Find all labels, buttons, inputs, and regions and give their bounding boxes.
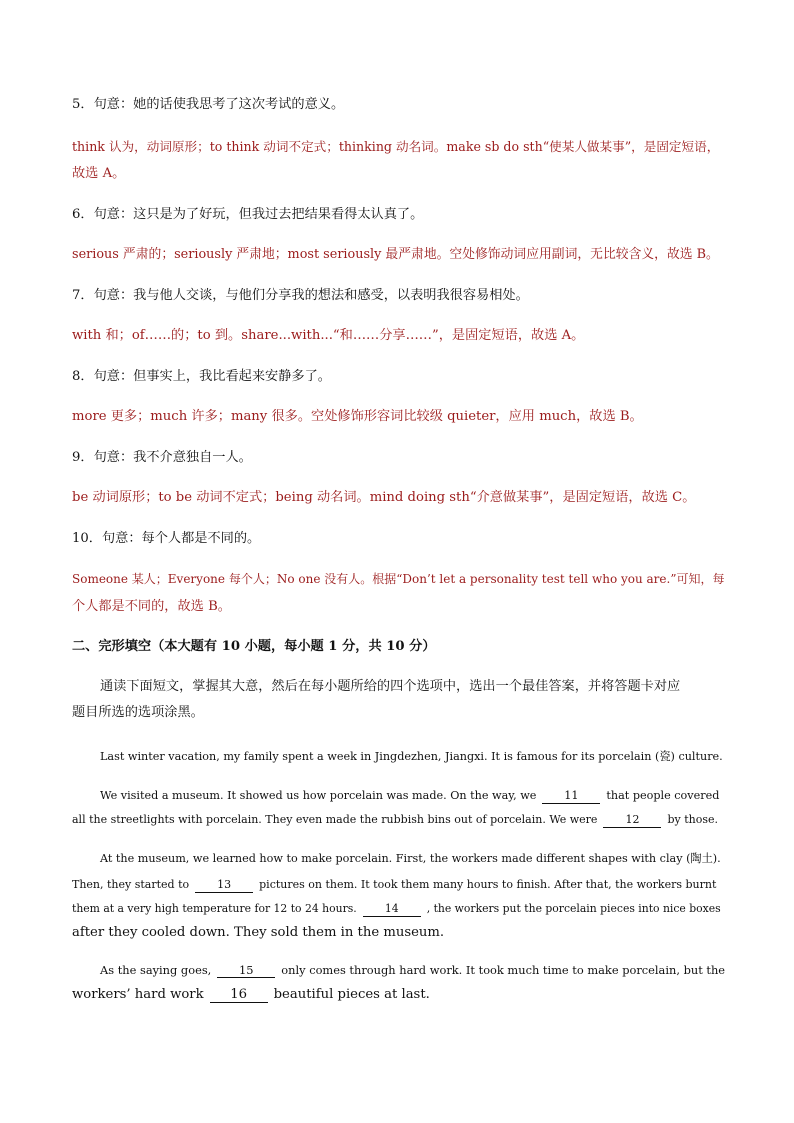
question-9-explanation: be 动词原形；to be 动词不定式；being 动名词。mind doing sth“介意做某事”，是固定短语，故选 C。	[72, 490, 696, 505]
passage-paragraph-3-line3	[72, 900, 724, 917]
question-8-explanation: more 更多；much 许多；many 很多。空处修饰形容词比较级 quieter，应用 much，故选 B。	[72, 409, 643, 424]
question-10-explanation-line2: 个人都是不同的，故选 B。	[72, 599, 231, 614]
blank-11[interactable]: 11	[542, 789, 600, 804]
passage-paragraph-3-line2	[72, 876, 724, 893]
passage-text: that people covered	[606, 789, 720, 802]
passage-paragraph-2-line2	[72, 811, 724, 828]
passage-text: by those.	[667, 813, 718, 826]
question-10-explanation-line1: Someone 某人；Everyone 每个人；No one 没有人。根据“Don’t let a personality test tell who you are.”可知，每	[72, 572, 725, 586]
passage-text: As the saying goes,	[100, 963, 212, 977]
passage-text: workers’ hard work	[72, 987, 204, 1002]
question-10-translation: 10．句意：每个人都是不同的。	[72, 531, 261, 546]
blank-13[interactable]: 13	[195, 878, 253, 893]
passage-text: beautiful pieces at last.	[273, 987, 430, 1002]
question-6-translation: 6．句意：这只是为了好玩，但我过去把结果看得太认真了。	[72, 207, 424, 222]
passage-text: all the streetlights with porcelain. They even made the rubbish bins out of porcelain. We were	[72, 813, 598, 826]
passage-text: them at a very high temperature for 12 to 24 hours.	[72, 902, 357, 915]
question-5-explanation-line2: 故选 A。	[72, 166, 126, 181]
passage-text: only comes through hard work. It took much time to make porcelain, but the	[281, 963, 726, 977]
passage-paragraph-4-line2	[72, 986, 724, 1003]
passage-text: Then, they started to	[72, 878, 190, 891]
blank-14[interactable]: 14	[363, 902, 421, 917]
question-7-explanation: with 和；of……的；to 到。share...with...“和……分享……”，是固定短语，故选 A。	[72, 328, 585, 343]
question-6-explanation: serious 严肃的；seriously 严肃地；most seriously 最严肃地。空处修饰动词应用副词，无比较含义，故选 B。	[72, 247, 719, 262]
question-8-translation: 8．句意：但事实上，我比看起来安静多了。	[72, 369, 331, 384]
passage-paragraph-4-line1	[100, 962, 724, 979]
passage-text: , the workers put the porcelain pieces into nice boxes	[426, 902, 721, 915]
section-instructions-line2: 题目所选的选项涂黑。	[72, 705, 204, 720]
section-instructions-line1: 通读下面短文，掌握其大意，然后在每小题所给的四个选项中，选出一个最佳答案，并将答题卡对应	[100, 679, 681, 694]
question-5-explanation-line1: think 认为，动词原形；to think 动词不定式；thinking 动名词。make sb do sth“使某人做某事”，是固定短语，	[72, 139, 720, 154]
passage-paragraph-3-line1: At the museum, we learned how to make porcelain. First, the workers made different shapes with clay (陶土).	[100, 852, 721, 865]
passage-text: We visited a museum. It showed us how porcelain was made. On the way, we	[100, 789, 537, 802]
question-5-translation: 5．句意：她的话使我思考了这次考试的意义。	[72, 97, 345, 112]
question-9-translation: 9．句意：我不介意独自一人。	[72, 450, 252, 465]
blank-15[interactable]: 15	[217, 963, 275, 978]
passage-text: pictures on them. It took them many hours to finish. After that, the workers burnt	[259, 878, 717, 891]
blank-16[interactable]: 16	[210, 988, 268, 1003]
question-7-translation: 7．句意：我与他人交谈，与他们分享我的想法和感受，以表明我很容易相处。	[72, 288, 529, 303]
passage-paragraph-2-line1	[100, 787, 724, 804]
passage-paragraph-1: Last winter vacation, my family spent a week in Jingdezhen, Jiangxi. It is famous for its porcelain (瓷) culture.	[100, 750, 723, 763]
blank-12[interactable]: 12	[603, 813, 661, 828]
passage-paragraph-3-line4: after they cooled down. They sold them in the museum.	[72, 925, 445, 940]
section-heading: 二、完形填空（本大题有 10 小题，每小题 1 分，共 10 分）	[72, 639, 436, 654]
